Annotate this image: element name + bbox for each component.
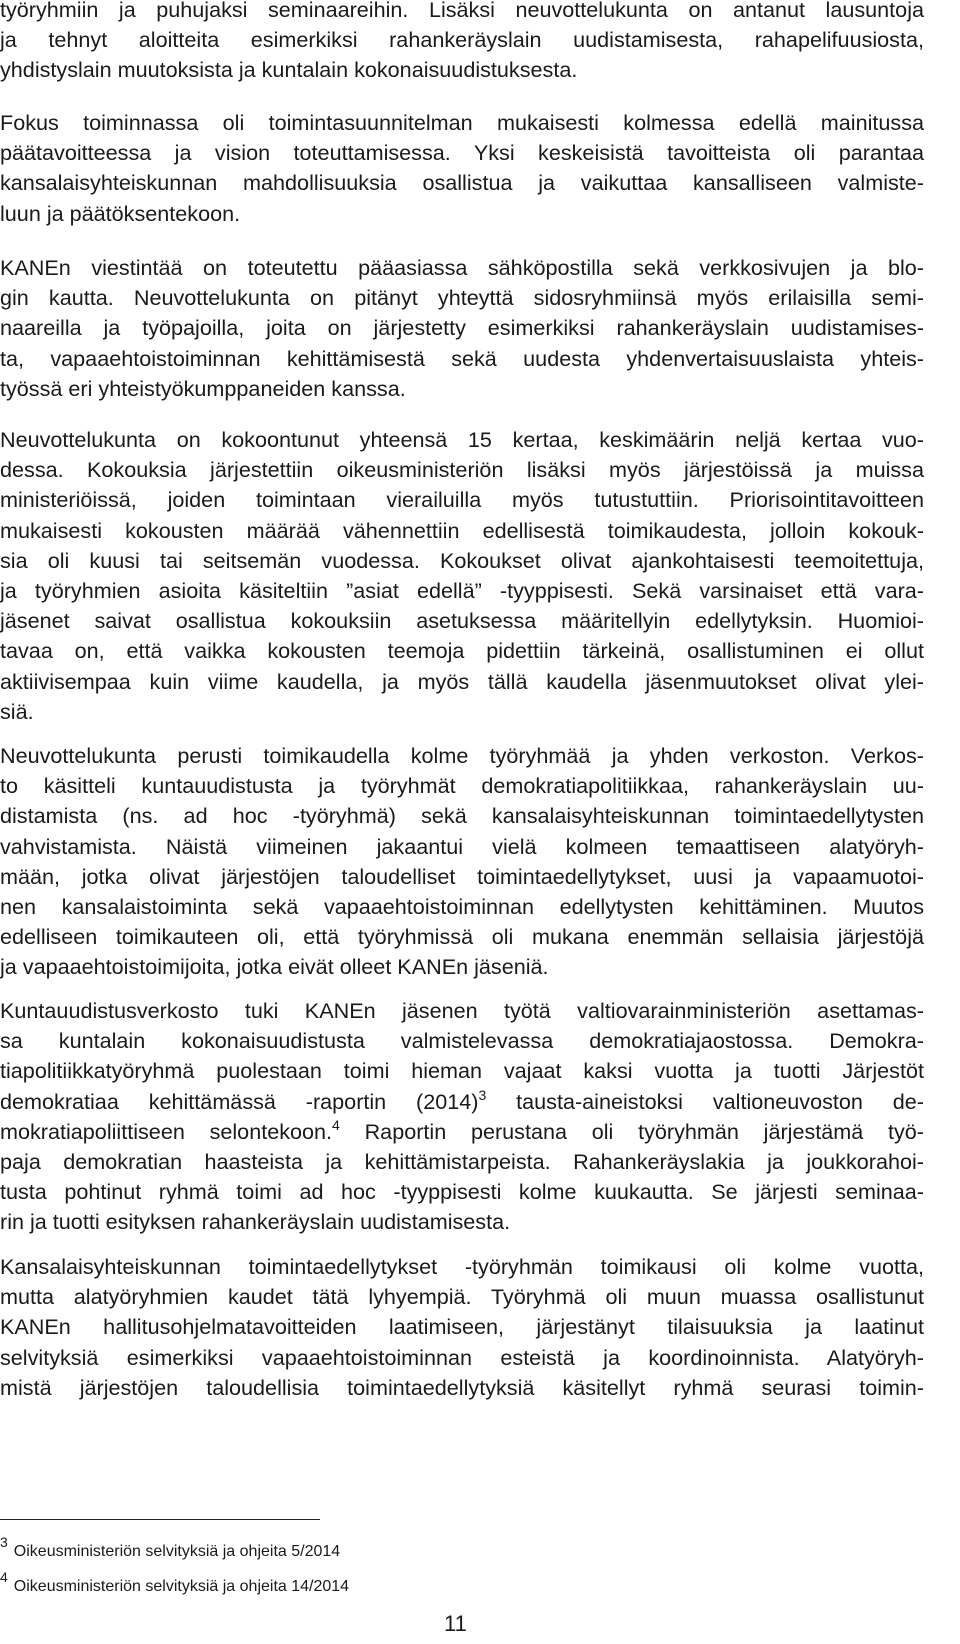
text-line: yhdistyslain muutoksista ja kuntalain kokonaisuudistuksesta. <box>0 57 578 83</box>
footnote-mark: 3 <box>0 1534 8 1550</box>
text-line: selvityksiä esimerkiksi vapaaehtoistoiminnan esteistä ja koordinoinnista. Alatyöryh- <box>0 1344 924 1370</box>
text-line: KANEn viestintää on toteutettu pääasiassa sähköpostilla sekä verkkosivujen ja blo- <box>0 255 924 280</box>
text-line: ja työryhmien asioita käsiteltiin ”asiat edellä” -tyyppisesti. Sekä varsinaiset että vara- <box>0 578 924 604</box>
footnote-3 <box>0 1534 341 1562</box>
footnote-text: Oikeusministeriön selvityksiä ja ohjeita 5/2014 <box>13 1543 341 1560</box>
text-line: siä. <box>0 698 34 724</box>
paragraph-1 <box>0 0 924 86</box>
text-line: Neuvottelukunta perusti toimikaudella kolme työryhmää ja yhden verkoston. Verkos- <box>0 743 924 768</box>
paragraph-6 <box>0 996 924 1238</box>
text-line: sia oli kuusi tai seitsemän vuodessa. Kokoukset olivat ajankohtaisesti teemoitettuja, <box>0 547 924 573</box>
text-line: nen kansalaistoiminta sekä vapaaehtoistoiminnan edellytysten kehittäminen. Muutos <box>0 894 924 920</box>
text-line: ja vapaaehtoistoimijoita, jotka eivät olleet KANEn jäseniä. <box>0 954 549 980</box>
text-line: kansalaisyhteiskunnan mahdollisuuksia osallistua ja vaikuttaa kansalliseen valmiste- <box>0 170 924 196</box>
text-line: työssä eri yhteistyökumppaneiden kanssa. <box>0 375 406 401</box>
footnote-text: Oikeusministeriön selvityksiä ja ohjeita 14/2014 <box>13 1578 350 1595</box>
page-number: 11 <box>444 1611 467 1636</box>
text-line: tiapolitiikkatyöryhmä puolestaan toimi hieman vajaat kaksi vuotta ja tuotti Järjestöt <box>0 1058 924 1084</box>
text-line: gin kautta. Neuvottelukunta on pitänyt yhteyttä sidosryhmiinsä myös erilaisilla semi- <box>0 285 924 311</box>
text-line: mistä järjestöjen taloudellisia toimintaedellytyksiä käsitellyt ryhmä seurasi toimin- <box>0 1374 924 1400</box>
paragraph-5 <box>0 741 924 983</box>
text-line: edelliseen toimikauteen oli, että työryhmissä oli mukana enemmän sellaisia järjestöjä <box>0 924 924 950</box>
footnote-mark: 4 <box>0 1569 8 1585</box>
text-line: Fokus toiminnassa oli toimintasuunnitelman mukaisesti kolmessa edellä mainitussa <box>0 110 924 135</box>
text-line: to käsitteli kuntauudistusta ja työryhmät demokratiapolitiikkaa, rahankeräyslain uu- <box>0 773 924 799</box>
paragraph-2 <box>0 108 924 229</box>
text-line: vahvistamista. Näistä viimeinen jakaantui vielä kolmeen temaattiseen alatyöryh- <box>0 833 924 859</box>
text-line: tusta pohtinut ryhmä toimi ad hoc -tyyppisesti kolme kuukautta. Se järjesti seminaa- <box>0 1179 924 1205</box>
text-line: ja tehnyt aloitteita esimerkiksi rahankeräyslain uudistamisesta, rahapelifuusiosta, <box>0 27 924 53</box>
text-line: jäsenet saivat osallistua kokouksiin asetuksessa määritellyin edellytyksin. Huomioi- <box>0 608 924 634</box>
text-line: dessa. Kokouksia järjestettiin oikeusministeriön lisäksi myös järjestöissä ja muissa <box>0 457 924 483</box>
text-line: aktiivisempaa kuin viime kaudella, ja myös tällä kaudella jäsenmuutokset olivat ylei- <box>0 668 924 694</box>
line-text: tausta-aineistoksi valtioneuvoston de- <box>486 1088 924 1114</box>
text-line: päätavoitteessa ja vision toteuttamisessa. Yksi keskeisistä tavoitteista oli parantaa <box>0 140 924 166</box>
text-line: ministeriöissä, joiden toimintaan vierailuilla myös tutustuttiin. Priorisointitavoitteen <box>0 487 924 513</box>
paragraph-4 <box>0 425 924 727</box>
text-line: sa kuntalain kokonaisuudistusta valmistelevassa demokratiajaostossa. Demokra- <box>0 1028 924 1054</box>
line-text: Raportin perustana oli työryhmän järjestämä työ- <box>339 1118 924 1144</box>
paragraph-3 <box>0 253 924 404</box>
text-line: KANEn hallitusohjelmatavoitteiden laatimiseen, järjestänyt tilaisuuksia ja laatinut <box>0 1314 924 1340</box>
footnote-separator <box>0 1519 320 1520</box>
text-line: paja demokratian haasteista ja kehittämistarpeista. Rahankeräyslakia ja joukkorahoi- <box>0 1149 924 1175</box>
footnote-ref-4[interactable]: 4 <box>332 1116 340 1133</box>
text-line: Kansalaisyhteiskunnan toimintaedellytykset -työryhmän toimikausi oli kolme vuotta, <box>0 1254 924 1279</box>
text-line: työryhmiin ja puhujaksi seminaareihin. Lisäksi neuvottelukunta on antanut lausuntoja <box>0 0 924 22</box>
text-line: mukaisesti kokousten määrää vähennettiin edellisestä toimikaudesta, jolloin kokouk- <box>0 517 924 543</box>
text-line: Neuvottelukunta on kokoontunut yhteensä 15 kertaa, keskimäärin neljä kertaa vuo- <box>0 427 924 452</box>
text-line <box>0 1117 924 1147</box>
text-line: luun ja päätöksentekoon. <box>0 200 241 226</box>
text-line: Kuntauudistusverkosto tuki KANEn jäsenen työtä valtiovarainministeriön asettamas- <box>0 998 924 1023</box>
text-line: tavaa on, että vaikka kokousten teemoja pidettiin tärkeinä, osallistuminen ei ollut <box>0 638 924 664</box>
text-line <box>0 1087 924 1117</box>
footnote-4 <box>0 1569 350 1597</box>
line-text: demokratiaa kehittämässä -raportin (2014) <box>0 1088 479 1114</box>
text-line: naareilla ja työpajoilla, joita on järjestetty esimerkiksi rahankeräyslain uudistamises- <box>0 315 924 341</box>
footnote-ref-3[interactable]: 3 <box>478 1086 487 1103</box>
text-line: rin ja tuotti esityksen rahankeräyslain uudistamisesta. <box>0 1209 511 1235</box>
text-line: distamista (ns. ad hoc -työryhmä) sekä kansalaisyhteiskunnan toimintaedellytysten <box>0 803 924 829</box>
text-line: mutta alatyöryhmien kaudet tätä lyhyempiä. Työryhmä oli muun muassa osallistunut <box>0 1284 924 1310</box>
text-line: ta, vapaaehtoistoiminnan kehittämisestä sekä uudesta yhdenvertaisuuslaista yhteis- <box>0 345 924 371</box>
line-text: mokratiapoliittiseen selontekoon. <box>0 1118 333 1144</box>
paragraph-7 <box>0 1252 924 1403</box>
text-line: mään, jotka olivat järjestöjen taloudelliset toimintaedellytykset, uusi ja vapaamuotoi- <box>0 863 924 889</box>
